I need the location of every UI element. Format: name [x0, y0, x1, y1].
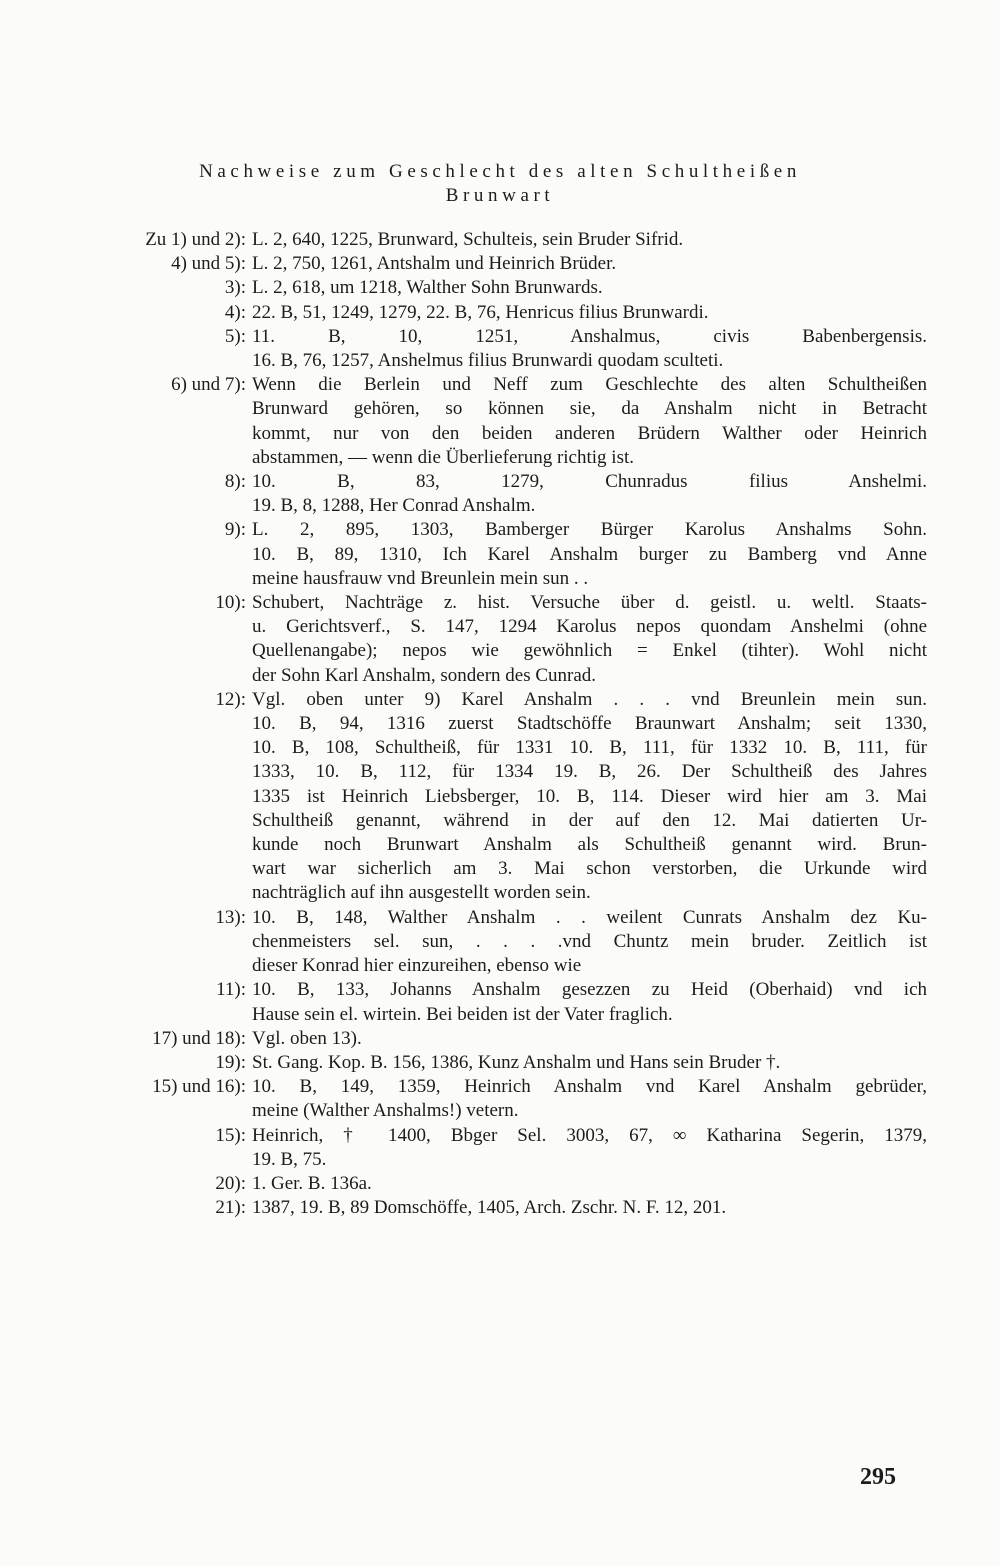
entry-line: 10. B, 94, 1316 zuerst Stadtschöffe Braunwart Anshalm; seit 1330, [252, 713, 927, 735]
entry-label: 12): [215, 688, 246, 710]
entry-label: 9): [224, 519, 246, 541]
entry [0, 1051, 1000, 1075]
entry-line: chenmeisters sel. sun, . . . .vnd Chuntz mein bruder. Zeitlich ist [252, 930, 927, 952]
entry-text [252, 276, 927, 300]
entry-line: Vgl. oben 13). [252, 1027, 362, 1049]
entry-line: Vgl. oben unter 9) Karel Anshalm . . . vnd Breunlein mein sun. [252, 688, 927, 710]
entry-label: 17) und 18): [152, 1027, 246, 1049]
entry-text [252, 1124, 927, 1172]
entry-line: 1335 ist Heinrich Liebsberger, 10. B, 114. Dieser wird hier am 3. Mai [252, 785, 927, 807]
entry [0, 591, 1000, 688]
entry [0, 518, 1000, 591]
entry-label: 10): [215, 592, 246, 614]
entry-line: Schubert, Nachträge z. hist. Versuche über d. geistl. u. weltl. Staats- [252, 592, 927, 614]
entry-label: 20): [215, 1172, 246, 1194]
entry-line: 10. B, 133, Johanns Anshalm gesezzen zu Heid (Oberhaid) vnd ich [252, 979, 927, 1001]
entry-label: 15) und 16): [152, 1076, 246, 1098]
entry-line: 10. B, 108, Schultheiß, für 1331 10. B, 111, für 1332 10. B, 111, für [252, 737, 927, 759]
entry-line: u. Gerichtsverf., S. 147, 1294 Karolus nepos quondam Anshelmi (ohne [252, 616, 927, 638]
entry [0, 688, 1000, 906]
entry-text [252, 688, 927, 906]
entry [0, 252, 1000, 276]
entry-line: nachträglich auf ihn ausgestellt worden sein. [252, 882, 591, 904]
entry [0, 1027, 1000, 1051]
entry-label: 4): [224, 301, 246, 323]
entry-line: 10. B, 89, 1310, Ich Karel Anshalm burger zu Bamberg vnd Anne [252, 543, 927, 565]
entry [0, 1075, 1000, 1123]
entry-line: Hause sein el. wirtein. Bei beiden ist der Vater fraglich. [252, 1003, 673, 1025]
entry-text [252, 1027, 927, 1051]
entry-text [252, 470, 927, 518]
entry-label: 11): [216, 979, 246, 1001]
entry-line: L. 2, 640, 1225, Brunward, Schulteis, sein Bruder Sifrid. [252, 229, 684, 250]
entry [0, 1172, 1000, 1196]
entry-text [252, 1196, 927, 1220]
entry [0, 373, 1000, 470]
entry-label: 6) und 7): [171, 374, 246, 396]
entry [0, 228, 1000, 252]
entry-line: 11. B, 10, 1251, Anshalmus, civis Babenbergensis. [252, 325, 927, 347]
entry [0, 978, 1000, 1026]
entry-text [252, 325, 927, 373]
entry-line: Quellenangabe); nepos wie gewöhnlich = Enkel (tihter). Wohl nicht [252, 640, 927, 662]
entry-label: 3): [224, 277, 246, 299]
entry-line: Schultheiß genannt, während in der auf den 12. Mai datierten Ur- [252, 809, 927, 831]
entry-text [252, 518, 927, 591]
entry [0, 325, 1000, 373]
entry-text [252, 373, 927, 470]
entry-label: 13): [215, 906, 246, 928]
entry [0, 906, 1000, 979]
entries-list [0, 228, 1000, 1220]
entry-label: 15): [215, 1124, 246, 1146]
entry-line: 22. B, 51, 1249, 1279, 22. B, 76, Henricus filius Brunwardi. [252, 301, 709, 323]
entry-label: 21): [215, 1197, 246, 1219]
entry-text [252, 906, 927, 979]
page-number: 295 [860, 1464, 896, 1490]
entry-text [252, 1051, 927, 1075]
entry-label: 19): [215, 1051, 246, 1073]
title-line-2: Brunwart [445, 185, 555, 206]
entry-line: meine (Walther Anshalms!) vetern. [252, 1100, 519, 1122]
entry-line: L. 2, 618, um 1218, Walther Sohn Brunwards. [252, 277, 603, 299]
entry-line: 10. B, 149, 1359, Heinrich Anshalm vnd Karel Anshalm gebrüder, [252, 1076, 927, 1098]
entry-label: 4) und 5): [171, 253, 246, 275]
entry-line: L. 2, 895, 1303, Bamberger Bürger Karolus Anshalms Sohn. [252, 519, 927, 541]
entry-line: kunde noch Brunwart Anshalm als Schultheiß genannt wird. Brun- [252, 834, 927, 856]
entry-line: 19. B, 8, 1288, Her Conrad Anshalm. [252, 495, 536, 517]
entry [0, 1196, 1000, 1220]
entry-line: dieser Konrad hier einzureihen, ebenso wie [252, 955, 582, 977]
entry-text [252, 301, 927, 325]
entry-line: Brunward gehören, so können sie, da Anshalm nicht in Betracht [252, 398, 927, 420]
entry-text [252, 1075, 927, 1123]
entry-line: 10. B, 148, Walther Anshalm . . weilent Cunrats Anshalm dez Ku- [252, 906, 927, 928]
entry [0, 301, 1000, 325]
entry-label: 5): [224, 325, 246, 347]
entry-label: 8): [224, 471, 246, 493]
entry-text [252, 1172, 927, 1196]
entry-text [252, 252, 927, 276]
entry-line: wart war sicherlich am 3. Mai schon verstorben, die Urkunde wird [252, 858, 927, 880]
entry-line: meine hausfrauw vnd Breunlein mein sun . . [252, 567, 589, 589]
title-line-1: Nachweise zum Geschlecht des alten Schultheißen [199, 161, 801, 182]
entry-text [252, 228, 927, 252]
entry-line: 1. Ger. B. 136a. [252, 1172, 372, 1194]
entry [0, 470, 1000, 518]
entry-line: 1387, 19. B, 89 Domschöffe, 1405, Arch. Zschr. N. F. 12, 201. [252, 1197, 727, 1219]
entry-line: kommt, nur von den beiden anderen Brüdern Walther oder Heinrich [252, 422, 927, 444]
entry [0, 276, 1000, 300]
entry-line: 10. B, 83, 1279, Chunradus filius Anshelmi. [252, 471, 927, 493]
entry-label: Zu 1) und 2): [145, 229, 246, 250]
entry-line: L. 2, 750, 1261, Antshalm und Heinrich Brüder. [252, 253, 617, 275]
entry-line: 1333, 10. B, 112, für 1334 19. B, 26. Der Schultheiß des Jahres [252, 761, 927, 783]
entry-line: St. Gang. Kop. B. 156, 1386, Kunz Anshalm und Hans sein Bruder †. [252, 1051, 781, 1073]
entry-line: der Sohn Karl Anshalm, sondern des Cunrad. [252, 664, 597, 686]
entry-line: 16. B, 76, 1257, Anshelmus filius Brunwardi quodam sculteti. [252, 350, 724, 372]
entry-line: Heinrich, † 1400, Bbger Sel. 3003, 67, ∞ Katharina Segerin, 1379, [252, 1124, 927, 1146]
page-title [0, 160, 1000, 208]
entry-text [252, 978, 927, 1026]
entry [0, 1124, 1000, 1172]
entry-line: 19. B, 75. [252, 1148, 327, 1170]
entry-line: abstammen, — wenn die Überlieferung richtig ist. [252, 446, 635, 468]
entry-text [252, 591, 927, 688]
entry-line: Wenn die Berlein und Neff zum Geschlechte des alten Schultheißen [252, 374, 927, 396]
